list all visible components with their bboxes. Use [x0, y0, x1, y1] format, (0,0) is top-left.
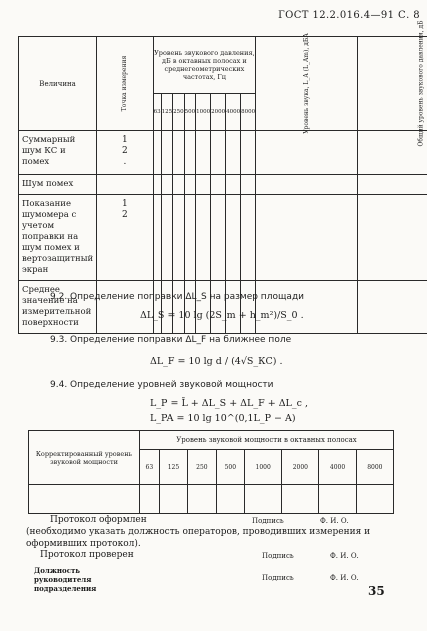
- row-label: Суммарный шум КС и помех: [19, 131, 97, 175]
- freq-250: 250: [173, 94, 185, 131]
- octave-power-header: Уровень звуковой мощности в октавных полосах: [140, 431, 394, 450]
- freq-500: 500: [184, 94, 196, 131]
- freq-1000: 1000: [196, 94, 211, 131]
- table-row: [19, 195, 427, 281]
- quantity-header: Величина: [19, 37, 97, 131]
- fio-label: Ф. И. О.: [330, 574, 359, 582]
- section-9-2-text: 9.2. Определение поправки ΔL_S на размер площади: [50, 292, 305, 302]
- freq-4000: 4000: [319, 450, 356, 485]
- freq-2000: 2000: [211, 94, 226, 131]
- signature-label: Подпись: [262, 552, 294, 560]
- sound-power-table: [28, 430, 394, 514]
- signature-label: Подпись: [252, 517, 284, 525]
- row-label: Среднее значение на измерительной поверхности: [19, 281, 97, 334]
- protocol-note: (необходимо указать должность операторов, проводивших измерения и оформивших протокол).: [26, 527, 371, 549]
- freq-1000: 1000: [245, 450, 282, 485]
- freq-4000: 4000: [226, 94, 241, 131]
- total-level-header: Общий уровень звукового давления, дБ: [357, 37, 427, 131]
- protocol-prepared: Протокол оформлен: [50, 515, 147, 525]
- table-row: [19, 175, 427, 195]
- freq-125: 125: [159, 450, 187, 485]
- sound-pressure-table: [18, 20, 427, 334]
- row-label: Показание шумомера с учетом поправки на шум помех и вертозащитный экран: [19, 195, 97, 281]
- fio-label: Ф. И. О.: [330, 552, 359, 560]
- section-9-4-text: 9.4. Определение уровней звуковой мощности: [50, 380, 274, 390]
- freq-250: 250: [188, 450, 216, 485]
- freq-8000: 8000: [241, 94, 256, 131]
- formula-delta-ls: ΔL_S = 10 lg (2S_m + h_m²)/S_0 .: [140, 310, 304, 321]
- row-label: Шум помех: [19, 175, 97, 195]
- row-points: [97, 175, 153, 195]
- freq-8000: 8000: [356, 450, 393, 485]
- corrected-level-header: Корректированный уровень звуковой мощности: [29, 431, 140, 485]
- row-points: 1 2: [97, 195, 153, 281]
- protocol-checked: Протокол проверен: [40, 550, 134, 560]
- octave-band-header: Уровень звукового давления, дБ в октавных полосах и среднегеометрических частотах, Гц: [153, 37, 256, 94]
- freq-125: 125: [161, 94, 173, 131]
- formula-delta-lf: ΔL_F = 10 lg d / (4√S_КС) .: [150, 356, 283, 367]
- table-row: [19, 131, 427, 175]
- head-position: Должность руководителя подразделения: [34, 566, 97, 593]
- table-row: [29, 485, 394, 514]
- row-points: [97, 281, 153, 334]
- page-number: 35: [368, 584, 385, 598]
- fio-label: Ф. И. О.: [320, 517, 349, 525]
- section-9-3-text: 9.3. Определение поправки ΔL_F на ближнее поле: [50, 335, 292, 345]
- formula-lp: L_P = L̄ + ΔL_S + ΔL_F + ΔL_c ,: [150, 398, 308, 409]
- sound-level-a-header: Уровень звука, L_A (L_Am), дБА: [256, 37, 358, 131]
- signature-label: Подпись: [262, 574, 294, 582]
- standard-header: ГОСТ 12.2.016.4—91 С. 8: [278, 10, 420, 21]
- table-row: [19, 281, 427, 334]
- formula-lpa: L_PA = 10 lg 10^(0,1L_P − A): [150, 413, 296, 424]
- freq-63: 63: [153, 94, 161, 131]
- freq-500: 500: [216, 450, 244, 485]
- freq-63: 63: [140, 450, 160, 485]
- freq-2000: 2000: [282, 450, 319, 485]
- measurement-point-header: Точка измерения: [97, 37, 153, 131]
- row-points: 1 2 .: [97, 131, 153, 175]
